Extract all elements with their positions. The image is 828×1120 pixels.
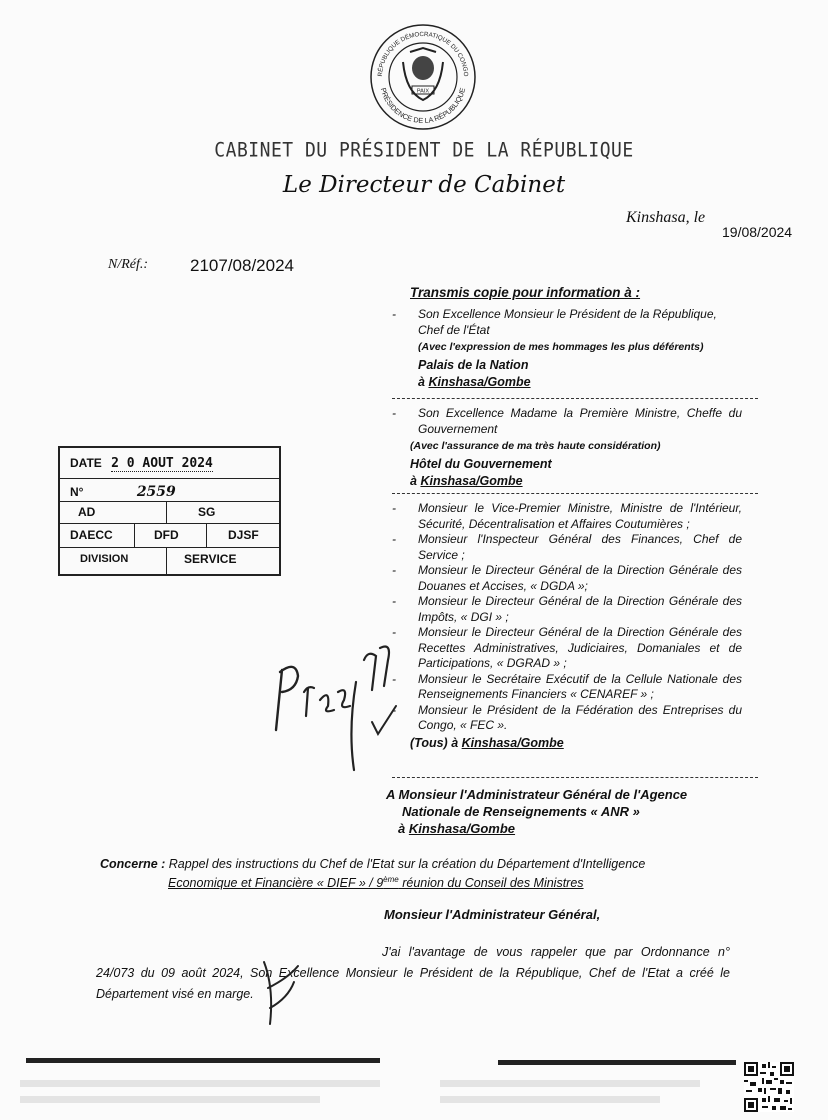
recipient-line: Monsieur l'Inspecteur Général des Finances, Chef de Service ; [418, 532, 742, 562]
stamp-service: SERVICE [184, 552, 237, 566]
list-item: - Monsieur le Directeur Général de la Direction Générale des Douanes et Accises, « DGDA »; [392, 563, 742, 593]
list-item: - Son Excellence Madame la Première Ministre, Cheffe du Gouvernement [392, 406, 742, 436]
recipient-city-line [410, 736, 742, 752]
recipient-line: Monsieur le Secrétaire Exécutif de la Cellule Nationale des Renseignements Financiers « CENAREF » ; [418, 671, 742, 701]
separator-line [392, 398, 758, 399]
reception-stamp [58, 446, 281, 576]
seal-center-text: PAIX [416, 88, 430, 95]
footer-faded-text [20, 1076, 420, 1106]
stamp-number-value: 2559 [136, 484, 176, 500]
transmis-heading: Transmis copie pour information à : [410, 285, 641, 300]
recipient-block-others [392, 501, 742, 751]
recipient-city: Kinshasa/Gombe [461, 735, 564, 750]
place-label: Kinshasa, le [626, 209, 706, 226]
addressee-block [386, 786, 687, 837]
stamp-ad: AD [78, 505, 96, 519]
city-prefix: (Tous) à [410, 735, 462, 750]
separator-line [392, 493, 758, 494]
handwritten-annotation-icon [268, 630, 418, 780]
footer-bar-left [26, 1058, 380, 1063]
salutation: Monsieur l'Administrateur Général, [384, 907, 601, 922]
qr-code-icon [744, 1062, 794, 1112]
list-item: - Monsieur le Vice-Premier Ministre, Ministre de l'Intérieur, Sécurité, Décentralisation et Affaires Coutumières ; [392, 501, 742, 531]
stamp-dfd: DFD [154, 528, 179, 542]
recipient-line: Monsieur le Directeur Général de la Direction Générale des Impôts, « DGI » ; [418, 594, 742, 624]
presidential-seal-icon [368, 22, 478, 132]
body-text: J'ai l'avantage de vous rappeler que par Ordonnance n° 24/073 du 09 août 2024, Son Excellence Monsieur le Président de la République, Chef de l'Etat a créé le Département visé en marge. [96, 945, 730, 1001]
stamp-djsf: DJSF [228, 528, 259, 542]
footer-faded-text [440, 1076, 740, 1106]
stamp-date-label: DATE [70, 456, 102, 470]
subject-block [100, 856, 645, 891]
subject-sup: ème [383, 875, 399, 884]
recipient-block-prime-minister [392, 406, 742, 490]
stamp-date-row [70, 456, 289, 471]
recipient-line: Monsieur le Vice-Premier Ministre, Ministre de l'Intérieur, Sécurité, Décentralisation et Affaires Coutumières ; [418, 501, 742, 531]
list-item: - Son Excellence Monsieur le Président de la République, Chef de l'État [392, 307, 717, 337]
stamp-date-value: 2 0 AOUT 2024 [111, 456, 213, 471]
recipient-note: (Avec l'expression de mes hommages les plus déférents) [418, 341, 704, 353]
cabinet-header: CABINET DU PRÉSIDENT DE LA RÉPUBLIQUE [214, 138, 634, 163]
recipient-line: Son Excellence Madame la Première Ministre, Cheffe du Gouvernement [418, 406, 742, 436]
list-item: - Monsieur l'Inspecteur Général des Finances, Chef de Service ; [392, 532, 742, 562]
body-paragraph [96, 942, 730, 1005]
reference-label: N/Réf.: [108, 257, 149, 272]
recipient-place: Palais de la Nation [418, 357, 529, 372]
stamp-division: DIVISION [80, 553, 129, 565]
reference-number: 2107/08/2024 [190, 256, 294, 275]
recipient-line: Monsieur le Président de la Fédération des Entreprises du Congo, « FEC ». [418, 702, 742, 732]
recipient-place: Hôtel du Gouvernement [410, 456, 552, 471]
recipient-line: Monsieur le Directeur Général de la Direction Générale des Douanes et Accises, « DGDA »; [418, 563, 742, 593]
recipient-note: (Avec l'assurance de ma très haute considération) [410, 440, 661, 452]
subject-label: Concerne : [100, 857, 166, 871]
addressee-line1: A Monsieur l'Administrateur Général de l'Agence [386, 787, 688, 802]
stamp-number-row [70, 484, 289, 500]
seal-ring-top: RÉPUBLIQUE DÉMOCRATIQUE DU CONGO [376, 30, 470, 77]
city-prefix: à [410, 474, 421, 488]
stamp-number-label: N° [70, 485, 84, 499]
recipient-line: Son Excellence Monsieur le Président de la République, Chef de l'État [418, 307, 717, 337]
seal-ring-bottom: PRÉSIDENCE DE LA RÉPUBLIQUE [378, 86, 468, 126]
recipient-block-president [392, 307, 742, 391]
director-title: Le Directeur de Cabinet [282, 172, 566, 198]
list-item: - Monsieur le Président de la Fédération des Entreprises du Congo, « FEC ». [392, 702, 742, 732]
recipient-city: Kinshasa/Gombe [420, 474, 523, 488]
addressee-city: Kinshasa/Gombe [408, 821, 516, 836]
separator-line [392, 777, 758, 778]
city-prefix: à [418, 375, 429, 389]
subject-line2 [168, 872, 645, 891]
addressee-line2: Nationale de Renseignements « ANR » [402, 804, 640, 819]
paraph-signature-icon [258, 958, 308, 1030]
subject-line2a: Economique et Financière « DIEF » / 9 [168, 876, 384, 891]
subject-line2b: réunion du Conseil des Ministres [398, 876, 584, 891]
addressee-city-line [398, 820, 687, 837]
recipient-city: Kinshasa/Gombe [428, 375, 531, 389]
document-date: 19/08/2024 [722, 224, 793, 240]
list-item: - Monsieur le Directeur Général de la Direction Générale des Recettes Administratives, Judiciaires, Domaniales et de Participations, « DGRAD » ; [392, 625, 742, 670]
stamp-daecc: DAECC [70, 528, 113, 542]
footer-bar-right [498, 1060, 736, 1065]
city-prefix: à [398, 821, 409, 836]
stamp-sg: SG [198, 505, 216, 519]
recipient-line: Monsieur le Directeur Général de la Direction Générale des Recettes Administratives, Judiciaires, Domaniales et de Participations, « DGRAD » ; [418, 625, 742, 670]
subject-line1: Rappel des instructions du Chef de l'Etat sur la création du Département d'Intelligence [168, 857, 646, 871]
recipient-city-line [410, 474, 742, 490]
list-item: - Monsieur le Secrétaire Exécutif de la Cellule Nationale des Renseignements Financiers « CENAREF » ; [392, 671, 742, 701]
list-item: - Monsieur le Directeur Général de la Direction Générale des Impôts, « DGI » ; [392, 594, 742, 624]
recipient-city-line [418, 375, 742, 391]
